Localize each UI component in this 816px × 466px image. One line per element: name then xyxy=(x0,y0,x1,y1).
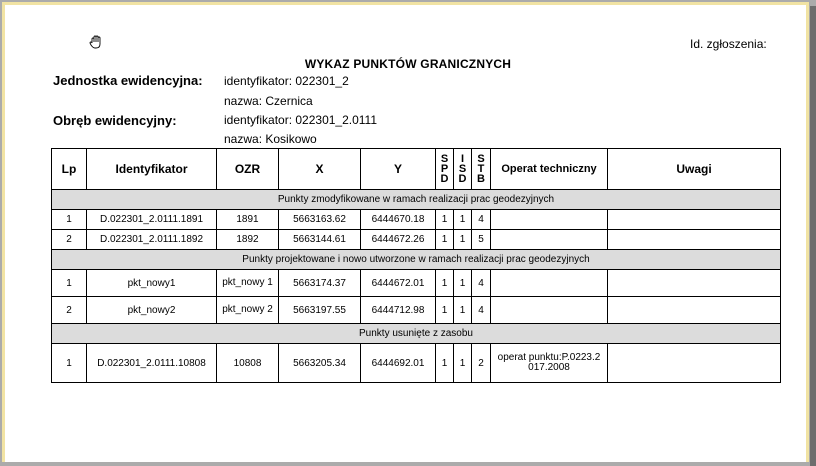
cell-lp: 1 xyxy=(52,210,87,230)
col-header-identyfikator: Identyfikator xyxy=(87,149,217,190)
cell-x: 5663144.61 xyxy=(279,230,361,250)
points-table xyxy=(51,148,781,383)
cell-uwagi xyxy=(608,230,781,250)
cell-lp: 1 xyxy=(52,344,87,383)
cell-id: pkt_nowy2 xyxy=(87,297,217,324)
group-title: Punkty projektowane i nowo utworzone w ramach realizacji prac geodezyjnych xyxy=(52,250,781,270)
cell-spd: 1 xyxy=(436,344,454,383)
cell-x: 5663197.55 xyxy=(279,297,361,324)
cell-ozr xyxy=(217,297,279,324)
hand-cursor-icon xyxy=(88,34,104,50)
cell-operat xyxy=(491,344,608,383)
col-header-isd-text: I S D xyxy=(458,153,467,185)
cell-lp: 2 xyxy=(52,230,87,250)
report-title: WYKAZ PUNKTÓW GRANICZNYCH xyxy=(304,57,512,71)
cell-uwagi xyxy=(608,344,781,383)
cell-ozr-text: pkt_nowy 2 xyxy=(222,304,273,315)
cell-spd: 1 xyxy=(436,210,454,230)
cell-ozr: 1892 xyxy=(217,230,279,250)
cell-spd: 1 xyxy=(436,270,454,297)
cell-y: 6444692.01 xyxy=(361,344,436,383)
cell-y: 6444712.98 xyxy=(361,297,436,324)
table-row xyxy=(52,230,781,250)
col-header-lp: Lp xyxy=(52,149,87,190)
cell-ozr: 10808 xyxy=(217,344,279,383)
cell-operat xyxy=(491,210,608,230)
col-header-spd-text: S P D xyxy=(440,153,449,185)
cell-operat xyxy=(491,270,608,297)
cell-x: 5663163.62 xyxy=(279,210,361,230)
cell-id: D.022301_2.0111.1891 xyxy=(87,210,217,230)
cell-lp: 1 xyxy=(52,270,87,297)
cell-uwagi xyxy=(608,297,781,324)
cell-spd: 1 xyxy=(436,297,454,324)
col-header-ozr: OZR xyxy=(217,149,279,190)
cell-stb: 4 xyxy=(472,270,491,297)
col-header-stb xyxy=(472,149,491,190)
cell-operat xyxy=(491,230,608,250)
table-row xyxy=(52,297,781,324)
cell-stb: 4 xyxy=(472,210,491,230)
jednostka-label: Jednostka ewidencyjna: xyxy=(53,73,203,88)
cell-isd: 1 xyxy=(454,210,472,230)
col-header-operat: Operat techniczny xyxy=(491,149,608,190)
cell-stb: 5 xyxy=(472,230,491,250)
col-header-isd xyxy=(454,149,472,190)
cell-y: 6444672.01 xyxy=(361,270,436,297)
group-row xyxy=(52,250,781,270)
group-row xyxy=(52,190,781,210)
table-header-row xyxy=(52,149,781,190)
cell-operat xyxy=(491,297,608,324)
jednostka-nazwa: nazwa: Czernica xyxy=(224,94,313,108)
group-row xyxy=(52,324,781,344)
col-header-x: X xyxy=(279,149,361,190)
cell-ozr xyxy=(217,270,279,297)
cell-stb: 2 xyxy=(472,344,491,383)
cell-ozr: 1891 xyxy=(217,210,279,230)
id-zgloszenia-label: Id. zgłoszenia: xyxy=(690,37,767,51)
table-row xyxy=(52,270,781,297)
cell-x: 5663205.34 xyxy=(279,344,361,383)
col-header-stb-text: S T B xyxy=(477,153,485,185)
col-header-uwagi: Uwagi xyxy=(608,149,781,190)
cell-stb: 4 xyxy=(472,297,491,324)
obreb-label: Obręb ewidencyjny: xyxy=(53,113,177,128)
cell-id: pkt_nowy1 xyxy=(87,270,217,297)
table-row xyxy=(52,344,781,383)
cell-ozr-text: pkt_nowy 1 xyxy=(222,277,273,288)
cell-uwagi xyxy=(608,210,781,230)
obreb-nazwa: nazwa: Kosikowo xyxy=(224,132,317,146)
group-title: Punkty usunięte z zasobu xyxy=(52,324,781,344)
cell-id: D.022301_2.0111.1892 xyxy=(87,230,217,250)
page-shadow xyxy=(810,6,816,466)
cell-isd: 1 xyxy=(454,344,472,383)
group-title: Punkty zmodyfikowane w ramach realizacji prac geodezyjnych xyxy=(52,190,781,210)
cell-x: 5663174.37 xyxy=(279,270,361,297)
col-header-spd xyxy=(436,149,454,190)
cell-y: 6444672.26 xyxy=(361,230,436,250)
cell-isd: 1 xyxy=(454,270,472,297)
obreb-identyfikator: identyfikator: 022301_2.0111 xyxy=(224,113,378,127)
table-row xyxy=(52,210,781,230)
cell-uwagi xyxy=(608,270,781,297)
jednostka-identyfikator: identyfikator: 022301_2 xyxy=(224,74,349,88)
cell-y: 6444670.18 xyxy=(361,210,436,230)
cell-spd: 1 xyxy=(436,230,454,250)
cell-isd: 1 xyxy=(454,297,472,324)
cell-isd: 1 xyxy=(454,230,472,250)
cell-lp: 2 xyxy=(52,297,87,324)
col-header-y: Y xyxy=(361,149,436,190)
cell-id: D.022301_2.0111.10808 xyxy=(87,344,217,383)
cell-operat-text: operat punktu:P.0223.2017.2008 xyxy=(497,352,601,373)
